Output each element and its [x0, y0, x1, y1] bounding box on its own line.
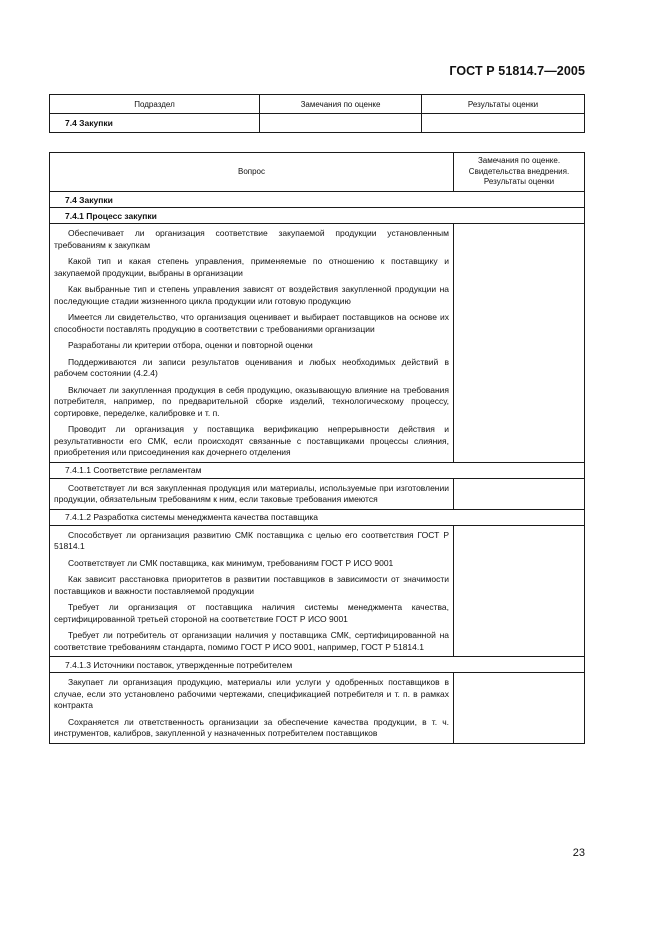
question-item: Как зависит расстановка приоритетов в развитии поставщиков в зависимости от значимости поставщиков и важности поставляемой продукции — [54, 574, 449, 596]
question-item: Поддерживаются ли записи результатов оценивания и любых необходимых действий в рабочем состоянии (4.2.4) — [54, 356, 449, 378]
col-header-question: Вопрос — [50, 153, 454, 192]
question-item: Требует ли организация от поставщика наличия системы менеджмента качества, сертифицированной третьей стороной на соответствие ГОСТ Р ИСО 9001 — [54, 602, 449, 624]
section-heading: 7.4 Закупки — [50, 192, 585, 208]
question-list — [50, 673, 454, 744]
question-list — [50, 478, 454, 509]
results-cell — [422, 114, 585, 133]
questions-table — [49, 152, 585, 744]
question-group-row — [50, 478, 585, 509]
col-header-notes: Замечания по оценке — [260, 95, 422, 114]
clause-heading: 7.4.1.1 Соответствие регламентам — [50, 462, 585, 478]
clause-heading: 7.4.1.2 Разработка системы менеджмента качества поставщика — [50, 509, 585, 525]
notes-cell — [260, 114, 422, 133]
assessment-summary-table — [49, 94, 585, 133]
question-item: Включает ли закупленная продукция в себя продукцию, оказывающую влияние на требования потребителя, например, по предварительной сборке изделий, технологическому процессу, сортировке, переделке, калибровке и т. п. — [54, 384, 449, 418]
question-group-row — [50, 673, 585, 744]
col-header-results: Результаты оценки — [422, 95, 585, 114]
section-heading-row — [50, 192, 585, 208]
question-item: Какой тип и какая степень управления, применяемые по отношению к поставщику и закупаемой продукции, выбраны в организации — [54, 256, 449, 278]
question-item: Как выбранные тип и степень управления зависят от воздействия закупленной продукции на последующие стадии жизненного цикла продукции или готовую продукцию — [54, 284, 449, 306]
subsection-heading: 7.4.1 Процесс закупки — [50, 208, 585, 224]
document-code: ГОСТ Р 51814.7—2005 — [449, 64, 585, 78]
col-header-subsection: Подраздел — [50, 95, 260, 114]
subsection-cell: 7.4 Закупки — [50, 114, 260, 133]
question-list — [50, 224, 454, 463]
question-item: Проводит ли организация у поставщика верификацию непрерывности действия и результативности его СМК, если происходят связанные с поставщиками процессы слияния, приобретения или присоединения как дочернего отделения — [54, 424, 449, 457]
question-group-row — [50, 525, 585, 657]
assessment-notes-cell — [454, 478, 585, 509]
question-list — [50, 525, 454, 657]
assessment-notes-cell — [454, 525, 585, 657]
clause-heading-row — [50, 657, 585, 673]
clause-heading-row — [50, 509, 585, 525]
page-number: 23 — [572, 847, 585, 859]
question-item: Разработаны ли критерии отбора, оценки и повторной оценки — [68, 340, 313, 350]
question-item: Способствует ли организация развитию СМК поставщика с целью его соответствия ГОСТ Р 51814.1 — [54, 529, 449, 551]
clause-heading: 7.4.1.3 Источники поставок, утвержденные потребителем — [50, 657, 585, 673]
col-header-assessment: Замечания по оценке. Свидетельства внедрения. Результаты оценки — [454, 153, 585, 192]
question-item: Соответствует ли вся закупленная продукция или материалы, используемые при изготовлении продукции, обязательным требованиям к ним, если таковые требования имеются — [54, 482, 449, 504]
question-item: Обеспечивает ли организация соответствие закупаемой продукции установленным требованиям к закупкам — [54, 228, 449, 250]
question-item: Закупает ли организация продукцию, материалы или услуги у одобренных поставщиков в случае, если это установлено рабочими чертежами, спецификацией потребителя и т. п. в рамках контракта — [54, 677, 449, 710]
assessment-notes-cell — [454, 224, 585, 463]
assessment-notes-cell — [454, 673, 585, 744]
clause-heading-row — [50, 462, 585, 478]
subsection-heading-row — [50, 208, 585, 224]
question-item: Имеется ли свидетельство, что организация оценивает и выбирает поставщиков на основе их способности поставлять продукцию в соответствии с требованиями организации — [54, 312, 449, 334]
question-item: Сохраняется ли ответственность организации за обеспечение качества продукции, в т. ч. инструментов, калибров, закупленной у назначенных потребителем поставщиков — [54, 716, 449, 738]
question-group-row — [50, 224, 585, 463]
question-item: Требует ли потребитель от организации наличия у поставщика СМК, сертифицированной на соответствие требованиям стандарта, помимо ГОСТ Р ИСО 9001, например, ГОСТ Р 51814.1 — [54, 630, 449, 652]
question-item: Соответствует ли СМК поставщика, как минимум, требованиям ГОСТ Р ИСО 9001 — [68, 557, 394, 568]
